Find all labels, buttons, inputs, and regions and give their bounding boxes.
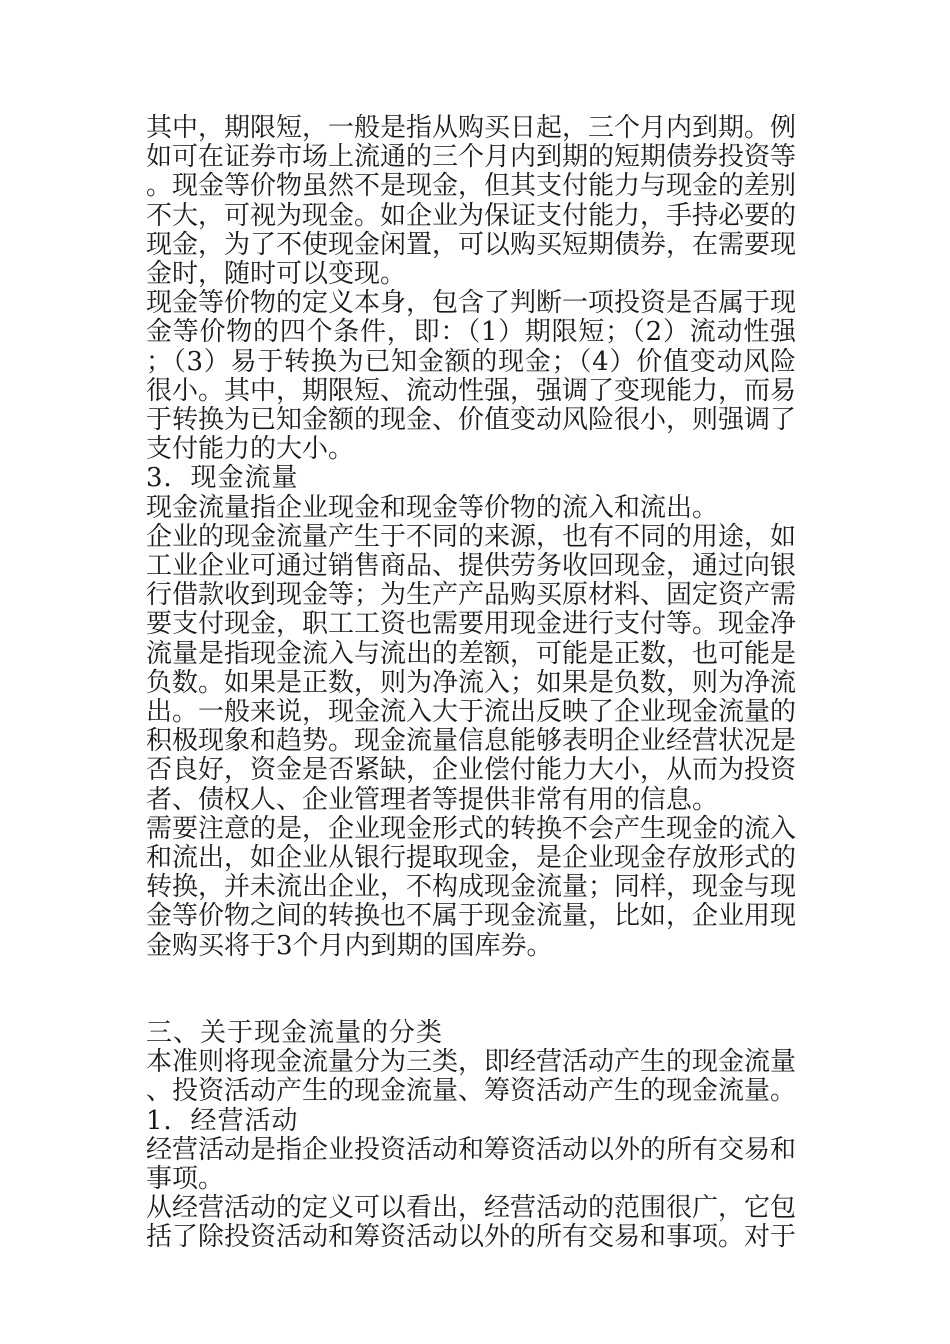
paragraph-operating-scope: 从经营活动的定义可以看出，经营活动的范围很广，它包括了除投资活动和筹资活动以外的所有交易和事项。对于 (146, 1193, 797, 1253)
document-page (146, 114, 796, 1253)
paragraph-operating-definition: 经营活动是指企业投资活动和筹资活动以外的所有交易和事项。 (146, 1134, 797, 1194)
paragraph-cash-flow-definition: 现金流量指企业现金和现金等价物的流入和流出。 (146, 492, 719, 523)
section-heading-classification: 三、关于现金流量的分类 (146, 1017, 444, 1048)
paragraph-cash-flow-sources: 企业的现金流量产生于不同的来源，也有不同的用途，如工业企业可通过销售商品、提供劳务收回现金，通过向银行借款收到现金等；为生产产品购买原材料、固定资产需要支付现金，职工工资也需要用现金进行支付等。现金净流量是指现金流入与流出的差额，可能是正数，也可能是负数。如果是正数，则为净流入；如果是负数，则为净流出。一般来说，现金流入大于流出反映了企业现金流量的积极现象和趋势。现金流量信息能够表明企业经营状况是否良好，资金是否紧缺，企业偿付能力大小，从而为投资者、债权人、企业管理者等提供非常有用的信息。 (146, 521, 797, 815)
paragraph-cash-flow-note: 需要注意的是，企业现金形式的转换不会产生现金的流入和流出，如企业从银行提取现金，是企业现金存放形式的转换，并未流出企业，不构成现金流量；同样，现金与现金等价物之间的转换也不属于现金流量，比如，企业用现金购买将于3个月内到期的国库券。 (146, 813, 797, 961)
section-heading-operating-activities: 1．经营活动 (146, 1105, 299, 1136)
paragraph-cash-equivalent-conditions: 现金等价物的定义本身，包含了判断一项投资是否属于现金等价物的四个条件，即：（1）期限短；（2）流动性强；（3）易于转换为已知金额的现金；（4）价值变动风险很小。其中，期限短、流动性强，强调了变现能力，而易于转换为已知金额的现金、价值变动风险很小，则强调了支付能力的大小。 (146, 288, 797, 465)
paragraph-cash-equivalent-term: 其中，期限短，一般是指从购买日起，三个月内到期。例如可在证券市场上流通的三个月内到期的短期债券投资等。现金等价物虽然不是现金，但其支付能力与现金的差别不大，可视为现金。如企业为保证支付能力，手持必要的现金，为了不使现金闲置，可以购买短期债券，在需要现金时，随时可以变现。 (146, 113, 797, 290)
section-heading-cash-flow: 3．现金流量 (146, 463, 299, 494)
paragraph-classification-intro: 本准则将现金流量分为三类，即经营活动产生的现金流量、投资活动产生的现金流量、筹资活动产生的现金流量。 (146, 1047, 797, 1107)
blank-line (146, 961, 796, 1019)
